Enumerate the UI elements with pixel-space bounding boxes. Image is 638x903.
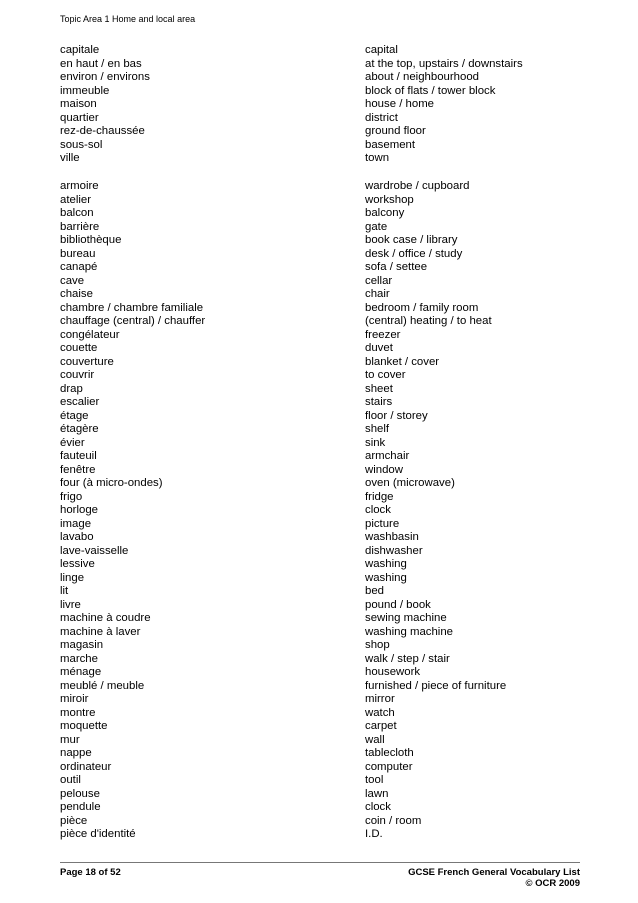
vocab-row [60,207,580,221]
french-term: couette [60,342,98,354]
english-translation: furnished / piece of furniture [365,679,507,692]
english-translation: district [365,111,398,124]
french-term: couvrir [60,369,95,381]
vocab-row [60,383,580,397]
french-term: évier [60,436,85,449]
vocab-row [60,85,580,99]
french-term: sous-sol [60,138,103,151]
vocab-row [60,369,580,383]
french-term: drap [60,382,83,395]
french-term: marche [60,652,98,665]
vocab-row [60,639,580,653]
vocab-row [60,491,580,505]
copyright-notice: © OCR 2009 [525,878,580,889]
page-number: Page 18 of 52 [60,867,121,878]
english-translation: picture [365,517,400,530]
vocab-row [60,342,580,356]
french-term: meublé / meuble [60,679,145,692]
vocab-row [60,288,580,302]
french-term: miroir [60,693,89,705]
french-term: armoire [60,180,99,192]
vocab-row [60,626,580,640]
footer-divider [60,862,580,863]
french-term: bureau [60,247,96,260]
vocab-row [60,680,580,694]
english-translation: watch [365,706,395,719]
vocab-row [60,261,580,275]
vocab-row [60,58,580,72]
vocabulary-table [60,44,580,842]
vocab-row [60,774,580,788]
french-term: montre [60,706,96,719]
english-translation: dishwasher [365,544,423,557]
english-translation: coin / room [365,814,422,827]
english-translation: ground floor [365,125,426,137]
vocab-row [60,437,580,451]
vocab-row [60,801,580,815]
english-translation: housework [365,666,421,678]
english-translation: tablecloth [365,747,414,759]
french-term: horloge [60,504,98,516]
vocab-row [60,828,580,842]
french-term: en haut / en bas [60,57,142,70]
vocab-row [60,720,580,734]
vocab-row [60,423,580,437]
vocab-row [60,666,580,680]
vocab-row [60,396,580,410]
vocab-row [60,275,580,289]
french-term: pendule [60,801,101,813]
vocab-row [60,747,580,761]
english-translation: desk / office / study [365,247,463,260]
vocab-row [60,585,580,599]
english-translation: chair [365,288,390,300]
english-translation: (central) heating / to heat [365,315,492,327]
english-translation: at the top, upstairs / downstairs [365,57,523,70]
english-translation: computer [365,760,413,773]
group-spacer [60,166,580,181]
vocab-row [60,653,580,667]
vocab-row [60,693,580,707]
french-term: escalier [60,396,100,408]
vocab-row [60,788,580,802]
vocab-row [60,504,580,518]
french-term: couverture [60,355,114,368]
vocab-row [60,125,580,139]
vocab-row [60,558,580,572]
english-translation: shop [365,639,390,651]
english-translation: bed [365,585,385,597]
vocab-row [60,112,580,126]
french-term: capitale [60,44,100,56]
vocab-row [60,518,580,532]
french-term: fauteuil [60,450,97,462]
french-term: lit [60,585,69,597]
french-term: lavabo [60,531,94,543]
french-term: four (à micro-ondes) [60,477,163,489]
vocab-row [60,71,580,85]
english-translation: town [365,152,390,164]
page-header: Topic Area 1 Home and local area [60,14,196,24]
english-translation: oven (microwave) [365,477,455,489]
english-translation: washing machine [365,625,454,638]
french-term: cave [60,274,85,287]
vocab-row [60,410,580,424]
vocab-row [60,815,580,829]
english-translation: carpet [365,720,397,732]
french-term: linge [60,571,85,584]
vocab-row [60,599,580,613]
english-translation: armchair [365,450,410,462]
french-term: image [60,517,92,530]
vocab-row [60,44,580,58]
vocab-row [60,477,580,491]
french-term: pelouse [60,787,100,800]
english-translation: freezer [365,328,401,341]
french-term: outil [60,774,81,786]
english-translation: sofa / settee [365,261,428,273]
english-translation: balcony [365,207,405,219]
english-translation: house / home [365,98,435,110]
french-term: machine à coudre [60,612,151,624]
vocab-row [60,180,580,194]
english-translation: wall [365,733,385,746]
english-translation: duvet [365,342,393,354]
english-translation: about / neighbourhood [365,71,480,83]
french-term: bibliothèque [60,234,122,246]
french-term: barrière [60,220,100,233]
vocab-row [60,572,580,586]
vocab-row [60,221,580,235]
french-term: lave-vaisselle [60,544,129,557]
french-term: lessive [60,558,95,570]
footer-info [408,867,580,889]
vocab-row [60,707,580,721]
english-translation: block of flats / tower block [365,84,496,97]
english-translation: gate [365,220,388,233]
english-translation: sewing machine [365,612,447,624]
vocab-group-house-items [60,180,580,842]
french-term: quartier [60,111,99,124]
french-term: fenêtre [60,463,96,476]
french-term: machine à laver [60,625,141,638]
english-translation: sheet [365,382,393,395]
english-translation: tool [365,774,384,786]
french-term: étagère [60,423,99,435]
french-term: pièce d'identité [60,828,136,840]
english-translation: window [365,463,403,476]
vocab-row [60,302,580,316]
english-translation: walk / step / stair [365,652,450,665]
vocab-row [60,315,580,329]
french-term: canapé [60,261,98,273]
vocab-row [60,761,580,775]
french-term: ordinateur [60,760,112,773]
english-translation: washing [365,558,407,570]
english-translation: sink [365,436,386,449]
english-translation: blanket / cover [365,355,440,368]
vocab-row [60,194,580,208]
french-term: balcon [60,207,94,219]
vocab-row [60,464,580,478]
french-term: chaise [60,288,93,300]
french-term: environ / environs [60,71,150,83]
vocab-row [60,98,580,112]
english-translation: lawn [365,787,389,800]
english-translation: stairs [365,396,393,408]
french-term: congélateur [60,328,120,341]
english-translation: clock [365,504,391,516]
english-translation: washing [365,571,407,584]
french-term: mur [60,733,80,746]
document-title: GCSE French General Vocabulary List [408,867,580,878]
french-term: chambre / chambre familiale [60,301,204,314]
french-term: ménage [60,666,102,678]
english-translation: to cover [365,369,406,381]
english-translation: fridge [365,490,394,503]
english-translation: wardrobe / cupboard [365,180,470,192]
french-term: immeuble [60,84,110,97]
french-term: étage [60,409,89,422]
english-translation: bedroom / family room [365,301,479,314]
french-term: atelier [60,193,92,206]
english-translation: floor / storey [365,409,428,422]
french-term: frigo [60,490,83,503]
french-term: livre [60,598,81,611]
vocab-row [60,545,580,559]
french-term: ville [60,152,80,164]
english-translation: I.D. [365,828,383,840]
french-term: pièce [60,814,88,827]
english-translation: pound / book [365,598,431,611]
english-translation: workshop [365,193,414,206]
french-term: nappe [60,747,92,759]
french-term: chauffage (central) / chauffer [60,315,206,327]
vocab-row [60,329,580,343]
english-translation: basement [365,138,416,151]
vocab-row [60,248,580,262]
vocab-row [60,234,580,248]
vocab-row [60,450,580,464]
vocab-row [60,734,580,748]
english-translation: mirror [365,693,395,705]
french-term: maison [60,98,97,110]
french-term: magasin [60,639,104,651]
vocab-group-home-area [60,44,580,166]
vocab-row [60,531,580,545]
english-translation: capital [365,44,398,56]
english-translation: washbasin [365,531,419,543]
vocab-row [60,139,580,153]
english-translation: book case / library [365,234,458,246]
english-translation: clock [365,801,391,813]
vocab-row [60,612,580,626]
french-term: rez-de-chaussée [60,125,145,137]
english-translation: shelf [365,423,390,435]
english-translation: cellar [365,274,393,287]
vocab-row [60,152,580,166]
vocab-row [60,356,580,370]
french-term: moquette [60,720,108,732]
